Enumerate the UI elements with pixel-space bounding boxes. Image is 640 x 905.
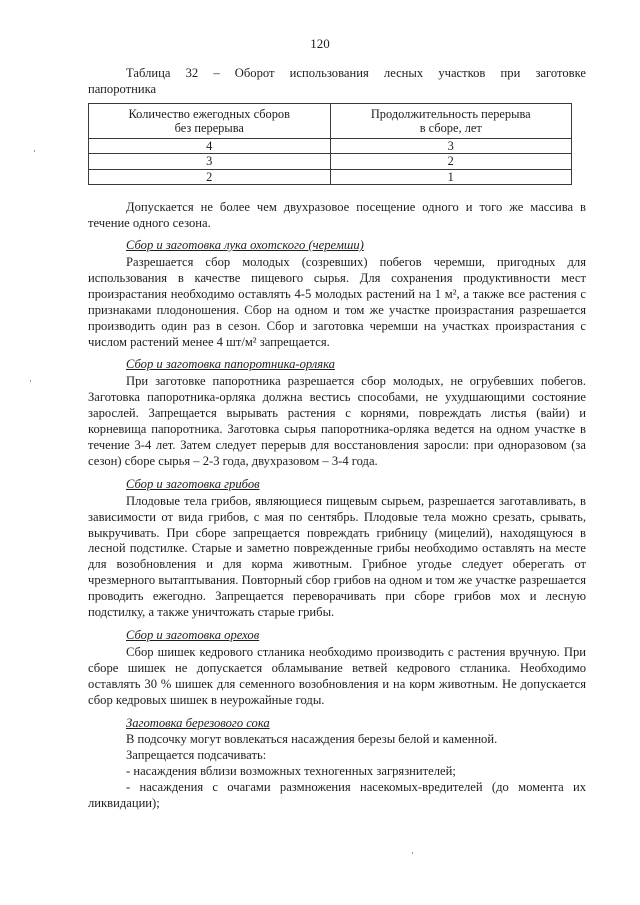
section-paragraph: При заготовке папоротника разрешается сбор молодых, не огрубевших побегов. Заготовка папоротника-орляка должна вестись способами, не ухудшающими состояние зарослей. Запрещается вырывать растения с корнями, повреждать листья (вайи) и корневища папоротника. Заготовка сырья папоротника-орляка ведется на одном участке в течение 3-4 лет. Затем следует перерыв для восстановления заросли: при одноразовом (за сезон) сборе сырья – 2-3 года, двухразовом – 3-4 года. [88,374,586,468]
table-row [89,154,572,170]
page-content [88,66,586,812]
table-header-cell: Продолжительность перерыва в сборе, лет [330,103,572,138]
section-paragraph: Плодовые тела грибов, являющиеся пищевым сырьем, разрешается заготавливать, в зависимости от вида грибов, с мая по сентябрь. Плодовые тела можно срезать, срывать, выкручивать. При сборе запрещается повреждать грибницу (мицелий), находящуюся в лесной подстилке. Старые и заметно поврежденные грибы необходимо оставлять на месте для возобновления и для корма животным. Грибное угодье следует оберегать от чрезмерного вытаптывания. Повторный сбор грибов на одном и том же участке разрешается проводить ежегодно. Запрещается переворачивать при сборе грибов мох и лесную подстилку, а также уничтожать старые грибы. [88,493,586,620]
table-caption-line-2: папоротника [88,81,157,96]
section-heading: Сбор и заготовка папоротника-орляка [126,357,335,372]
section-line: В подсочку могут вовлекаться насаждения березы белой и каменной. [126,732,498,747]
list-item: - насаждения с очагами размножения насекомых-вредителей (до момента их ликвидации); [88,780,586,811]
section-paragraph: Сбор шишек кедрового стланика необходимо производить с растения вручную. При сборе шишек не допускается обламывание ветвей кедрового стланика. Необходимо оставлять 30 % шишек для семенного возобновления и на корм животным. Не допускается сбор кедровых шишек в неурожайные годы. [88,644,586,707]
section-heading: Заготовка березового сока [126,715,270,730]
page-number: 120 [310,36,330,51]
table-row [89,169,572,185]
table-caption [88,66,586,98]
table-cell: 3 [89,154,331,170]
section-heading: Сбор и заготовка лука охотского (черемши) [126,238,364,253]
table-cell: 2 [89,169,331,185]
section-heading: Сбор и заготовка орехов [126,627,260,642]
intro-paragraph: Допускается не более чем двухразовое посещение одного и того же массива в течение одного сезона. [88,200,586,231]
section-line: Запрещается подсачивать: [126,748,267,763]
scan-speck [412,852,413,854]
section-paragraph: Разрешается сбор молодых (созревших) побегов черемши, пригодных для использования в качестве пищевого сырья. Для сохранения продуктивности мест произрастания необходимо оставлять 4-5 молодых растений на 1 м², а также все растения с признаками плодоношения. Сбор на одном и том же участке произрастания разрешается производить один раз в сезон. Сбор и заготовка черемши на участках произрастания с числом растений менее 4 шт/м² запрещается. [88,255,586,349]
table-cell: 2 [330,154,572,170]
scan-speck [30,380,31,382]
table-row [89,138,572,154]
table-caption-line-1: Таблица 32 – Оборот использования лесных участков при заготовке [126,66,586,80]
table-header-cell: Количество ежегодных сборов без перерыва [89,103,331,138]
table-header-row [89,103,572,138]
table-cell: 3 [330,138,572,154]
list-item: - насаждения вблизи возможных техногенных загрязнителей; [126,764,456,779]
table-cell: 1 [330,169,572,185]
fern-harvest-table [88,103,572,186]
table-cell: 4 [89,138,331,154]
section-heading: Сбор и заготовка грибов [126,476,260,491]
scan-speck [34,150,35,152]
